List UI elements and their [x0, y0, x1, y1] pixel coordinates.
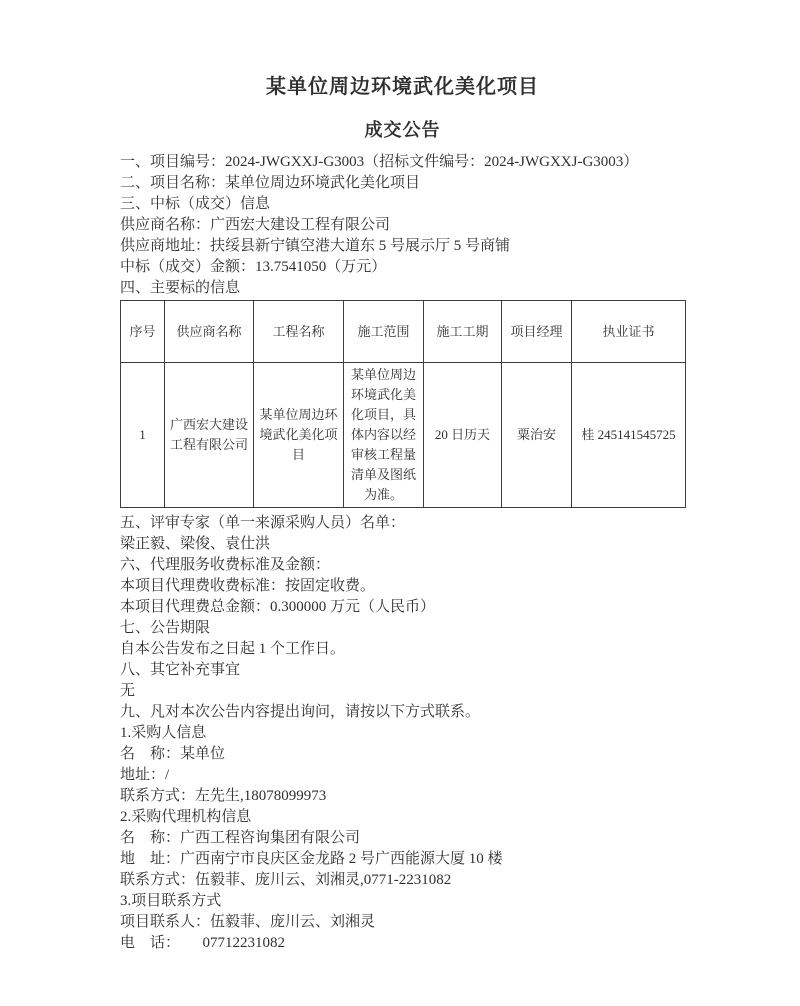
line-agency-contact: 联系方式：伍毅菲、庞川云、刘湘灵,0771-2231082 [120, 872, 452, 888]
th-license-number: 执业证书 [572, 301, 686, 363]
intro-section [120, 152, 685, 299]
th-construction-scope: 施工范围 [344, 301, 424, 363]
td-serial-number: 1 [121, 363, 165, 508]
td-project-name: 某单位周边环境武化美化项目 [254, 363, 344, 508]
td-project-manager: 粟治安 [502, 363, 572, 508]
line-award-info-heading: 三、中标（成交）信息 [120, 196, 271, 212]
line-agency-fee-standard: 本项目代理费收费标准：按固定收费。 [120, 578, 376, 594]
line-supplier-address: 供应商地址：扶绥县新宁镇空港大道东 5 号展示厅 5 号商铺 [120, 238, 511, 254]
line-agency-address: 地 址：广西南宁市良庆区金龙路 2 号广西能源大厦 10 楼 [120, 851, 503, 867]
line-review-experts-names: 梁正毅、梁俊、袁仕洪 [120, 536, 271, 552]
document-subtitle: 成交公告 [364, 120, 441, 140]
line-other-matters-value: 无 [120, 683, 136, 699]
line-purchaser-name: 名 称：某单位 [120, 746, 226, 762]
line-award-amount: 中标（成交）金额：13.7541050（万元） [120, 259, 387, 275]
document-title: 某单位周边环境武化美化项目 [266, 76, 539, 98]
td-license-number: 桂 245141545725 [572, 363, 686, 508]
td-supplier-name: 广西宏大建设工程有限公司 [165, 363, 254, 508]
line-other-matters-heading: 八、其它补充事宜 [120, 662, 241, 678]
line-project-contact-persons: 项目联系人：伍毅菲、庞川云、刘湘灵 [120, 914, 376, 930]
line-project-contact-heading: 3.项目联系方式 [120, 893, 222, 909]
bid-info-table [120, 300, 686, 508]
td-construction-scope: 某单位周边环境武化美化项目，具体内容以经审核工程量清单及图纸为准。 [344, 363, 424, 508]
line-supplier-name: 供应商名称：广西宏大建设工程有限公司 [120, 217, 391, 233]
th-serial-number: 序号 [121, 301, 165, 363]
td-construction-period: 20 日历天 [424, 363, 502, 508]
outro-section [120, 513, 685, 954]
line-purchaser-address: 地址：/ [120, 767, 170, 783]
th-project-name: 工程名称 [254, 301, 344, 363]
line-contact-intro: 九、凡对本次公告内容提出询问，请按以下方式联系。 [120, 704, 481, 720]
th-supplier-name: 供应商名称 [165, 301, 254, 363]
line-purchaser-contact: 联系方式：左先生,18078099973 [120, 788, 327, 804]
line-review-experts-heading: 五、评审专家（单一来源采购人员）名单： [120, 515, 406, 531]
line-project-number: 一、项目编号：2024-JWGXXJ-G3003（招标文件编号：2024-JWGXXJ-G3003） [120, 154, 639, 170]
line-project-phone: 电 话： 07712231082 [120, 935, 286, 951]
table-header-row [121, 301, 686, 363]
line-main-subject-heading: 四、主要标的信息 [120, 280, 241, 296]
line-announcement-period-heading: 七、公告期限 [120, 620, 211, 636]
line-agency-name: 名 称：广西工程咨询集团有限公司 [120, 830, 361, 846]
line-agency-info-heading: 2.采购代理机构信息 [120, 809, 252, 825]
table-row [121, 363, 686, 508]
line-agency-fee-heading: 六、代理服务收费标准及金额： [120, 557, 331, 573]
line-project-name: 二、项目名称：某单位周边环境武化美化项目 [120, 175, 421, 191]
th-project-manager: 项目经理 [502, 301, 572, 363]
line-announcement-period-value: 自本公告发布之日起 1 个工作日。 [120, 641, 346, 657]
line-agency-fee-total: 本项目代理费总金额：0.300000 万元（人民币） [120, 599, 436, 615]
th-construction-period: 施工工期 [424, 301, 502, 363]
line-purchaser-info-heading: 1.采购人信息 [120, 725, 207, 741]
